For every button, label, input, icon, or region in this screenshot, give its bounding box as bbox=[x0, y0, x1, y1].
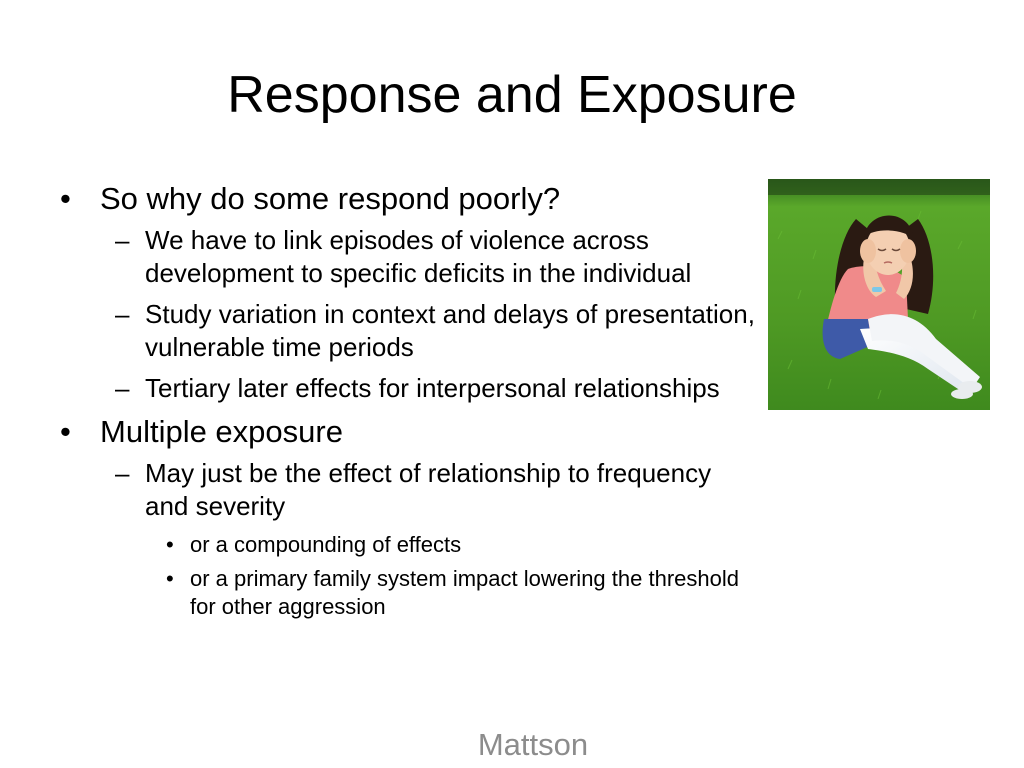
sub-bullet-item bbox=[115, 224, 760, 290]
bullet-item bbox=[60, 180, 760, 218]
sub-bullet-text: We have to link episodes of violence across development to specific deficits in the individual bbox=[145, 225, 692, 288]
sub-bullet-text: Study variation in context and delays of presentation, vulnerable time periods bbox=[145, 299, 755, 362]
dash-icon: – bbox=[115, 373, 130, 403]
slide-title: Response and Exposure bbox=[227, 66, 797, 124]
sub-sub-bullet-item bbox=[166, 565, 760, 621]
dash-icon: – bbox=[115, 225, 130, 255]
sub-bullet-item bbox=[115, 457, 760, 523]
sub-bullet-list bbox=[60, 224, 760, 405]
sub-sub-bullet-text: or a compounding of effects bbox=[190, 532, 462, 557]
bullet-text: Multiple exposure bbox=[100, 414, 343, 449]
bullet-icon: • bbox=[166, 566, 174, 591]
footer-author: Mattson bbox=[477, 727, 589, 762]
sub-sub-bullet-text: or a primary family system impact lowering the threshold for other aggression bbox=[190, 566, 739, 619]
sub-bullet-item bbox=[115, 372, 760, 405]
dash-icon: – bbox=[115, 458, 130, 488]
bullet-icon: • bbox=[60, 414, 71, 449]
sub-sub-bullet-item bbox=[166, 531, 760, 559]
bullet-item bbox=[60, 413, 760, 451]
girl-sitting-in-grass-photo bbox=[768, 179, 990, 410]
slide-body bbox=[60, 180, 760, 627]
sub-bullet-list bbox=[60, 457, 760, 621]
sub-bullet-text: May just be the effect of relationship to frequency and severity bbox=[145, 458, 712, 521]
bullet-icon: • bbox=[166, 532, 174, 557]
sub-bullet-item bbox=[115, 298, 760, 364]
dash-icon: – bbox=[115, 299, 130, 329]
bullet-icon: • bbox=[60, 181, 71, 216]
sub-bullet-text: Tertiary later effects for interpersonal relationships bbox=[145, 373, 720, 403]
bullet-text: So why do some respond poorly? bbox=[100, 181, 561, 216]
